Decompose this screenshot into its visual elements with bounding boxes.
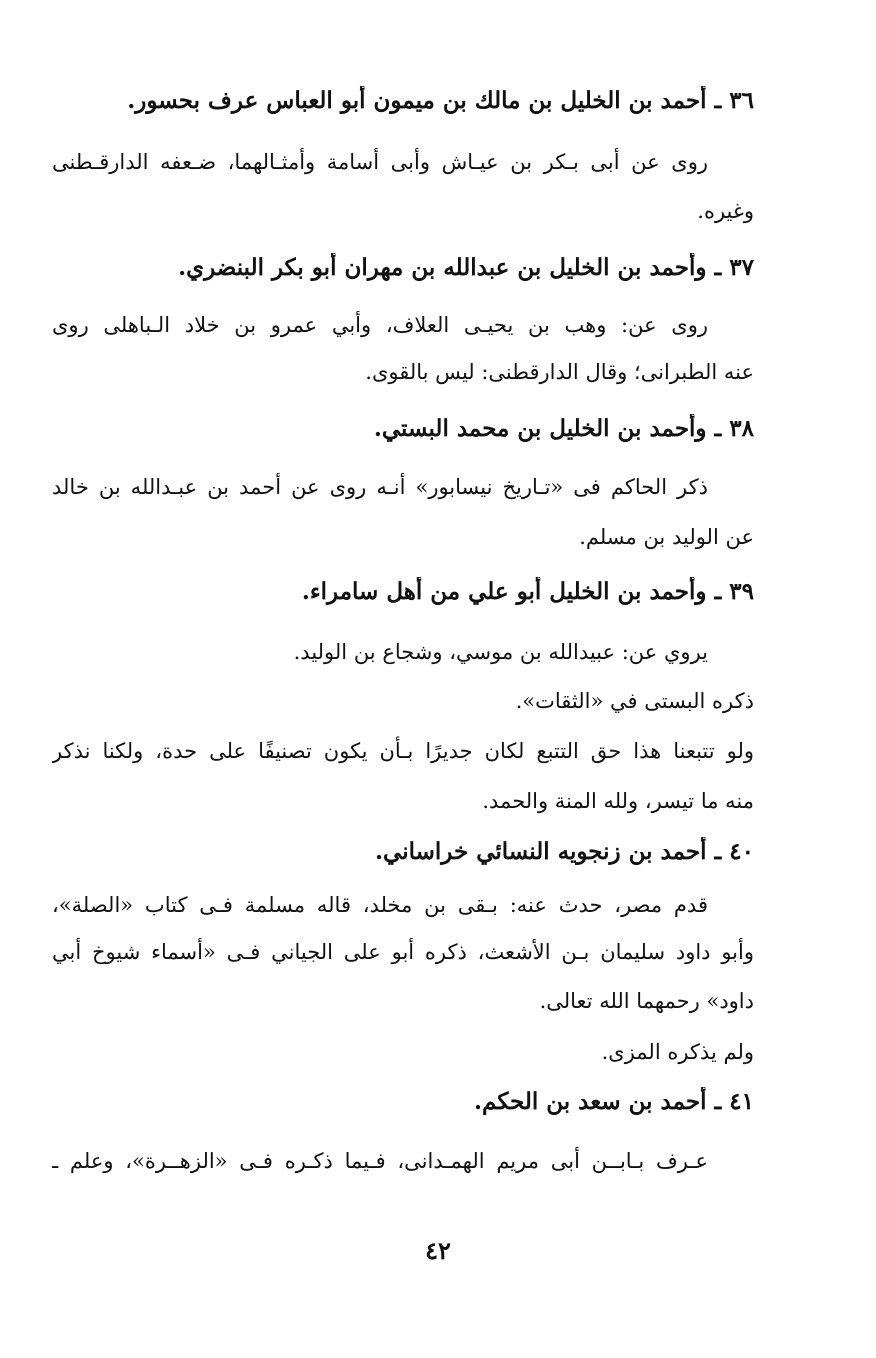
entry-heading-40: ٤٠ ـ أحمد بن زنجويه النسائي خراساني.: [375, 838, 754, 865]
entry-body-line: ولم يذكره المزى.: [601, 1040, 754, 1064]
entry-heading-39: ٣٩ ـ وأحمد بن الخليل أبو علي من أهل سامراء.: [301, 578, 754, 605]
entry-heading-37: ٣٧ ـ وأحمد بن الخليل بن عبدالله بن مهران أبو بكر البنضري.: [178, 254, 754, 281]
entry-heading-38: ٣٨ ـ وأحمد بن الخليل بن محمد البستي.: [373, 415, 754, 442]
entry-body-line: ولو تتبعنا هذا حق التتبع لكان جديرًا بـأن يكون تصنيفًا على حدة، ولكنا نذكر: [52, 739, 754, 763]
entry-body-line: منه ما تيسر، ولله المنة والحمد.: [482, 789, 754, 813]
entry-body-line: عنه الطبرانى؛ وقال الدارقطنى: ليس بالقوى.: [365, 360, 754, 384]
entry-body-line: يروي عن: عبيدالله بن موسي، وشجاع بن الوليد.: [293, 640, 708, 664]
entry-body-line: وأبو داود سليمان بـن الأشعث، ذكره أبو على الجياني فـى «أسماء شيوخ أبي: [52, 940, 754, 964]
entry-body-line: روى عن: وهب بن يحيـى العلاف، وأبي عمرو بن خلاد الـباهلى روى: [52, 313, 708, 337]
entry-body-line: وغيره.: [697, 199, 754, 223]
entry-body-line: داود» رحمهما الله تعالى.: [539, 989, 754, 1013]
entry-body-line: روى عن أبى بـكر بن عيـاش وأبى أسامة وأمثـالهما، ضـعفه الدارقـطنى: [52, 150, 708, 174]
page-number: ٤٢: [425, 1236, 451, 1265]
entry-body-line: عـرف بـابــن أبى مريم الهمـدانى، فـيما ذكـره فـى «الزهــرة»، وعلم ـ: [52, 1149, 708, 1173]
entry-body-line: قدم مصر، حدث عنه: بـقى بن مخلد، قاله مسلمة فـى كتاب «الصلة»،: [52, 893, 708, 917]
entry-body-line: ذكره البستى في «الثقات».: [515, 689, 754, 713]
entry-heading-36: ٣٦ ـ أحمد بن الخليل بن مالك بن ميمون أبو العباس عرف بحسور.: [127, 87, 754, 114]
entry-body-line: عن الوليد بن مسلم.: [579, 525, 754, 549]
entry-heading-41: ٤١ ـ أحمد بن سعد بن الحكم.: [474, 1088, 754, 1115]
entry-body-line: ذكر الحاكم فى «تـاريخ نيسابور» أنـه روى عن أحمد بن عبـدالله بن خالد: [52, 475, 708, 499]
